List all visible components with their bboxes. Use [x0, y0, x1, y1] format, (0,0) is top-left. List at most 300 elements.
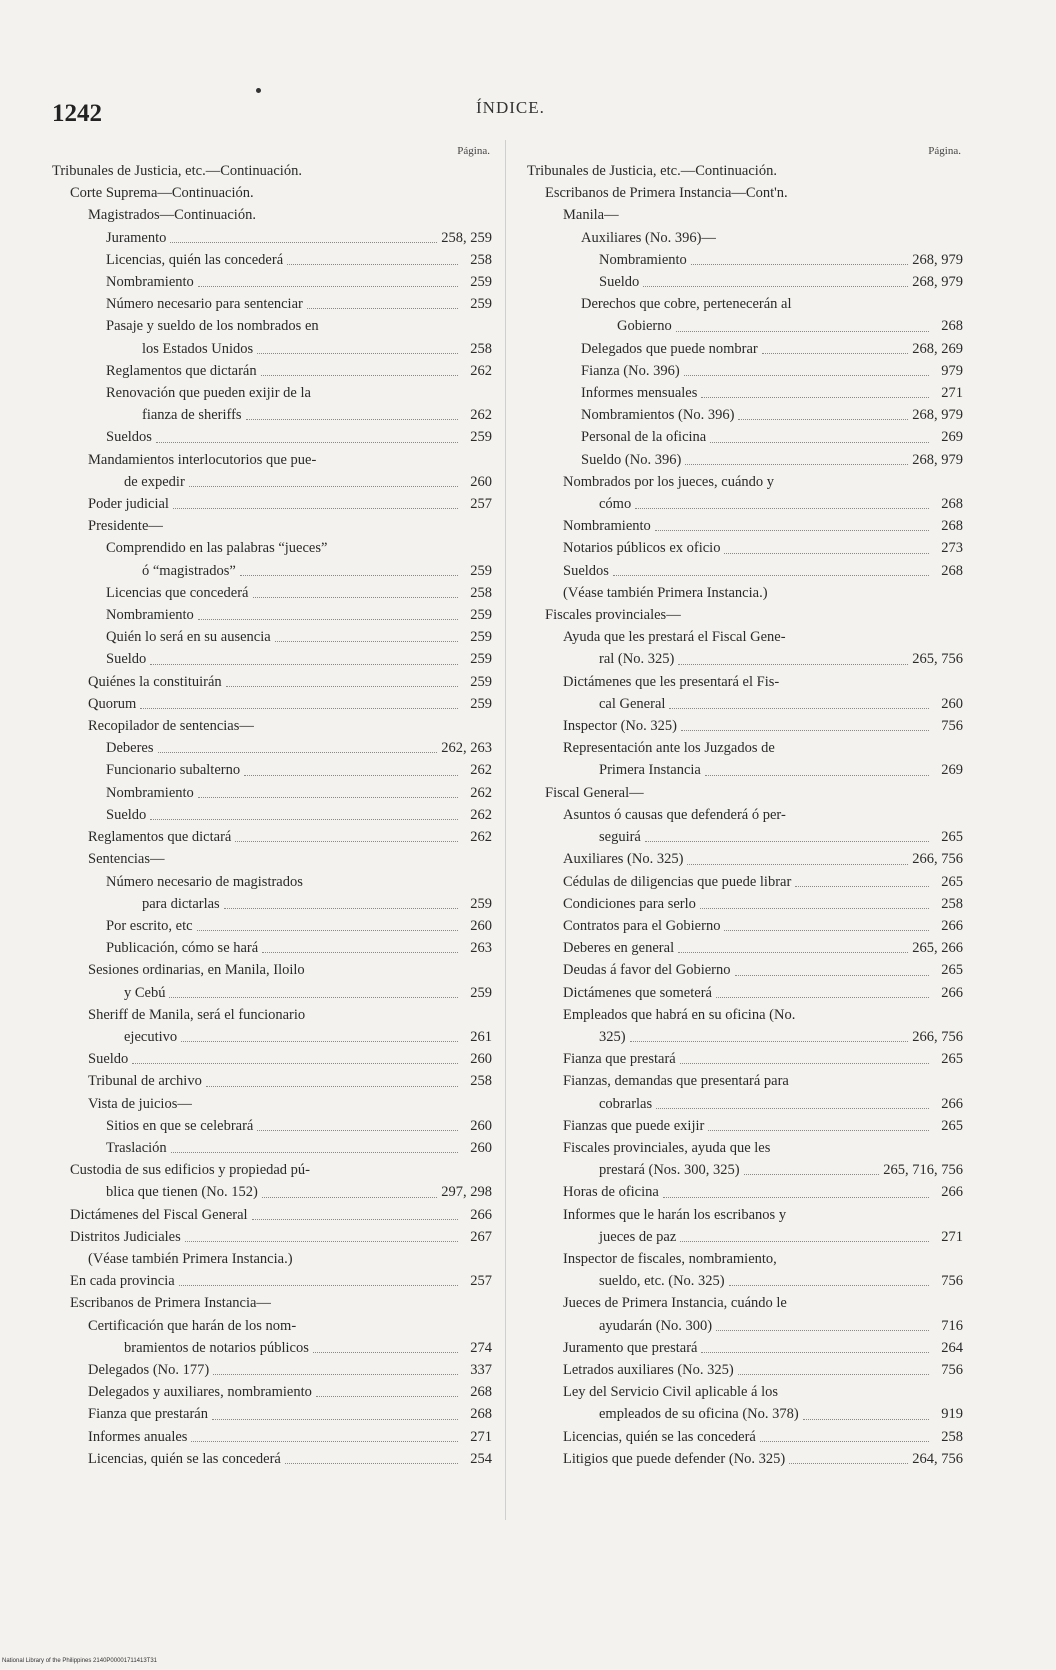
entry-text: Comprendido en las palabras “jueces”: [106, 540, 328, 557]
entry-text: Asuntos ó causas que defenderá ó per-: [563, 806, 786, 823]
leader-dots: [197, 930, 458, 931]
entry-text: Funcionario subalterno: [106, 762, 241, 779]
entry-text: Inspector (No. 325): [563, 718, 677, 735]
page-reference: 268, 269: [912, 340, 963, 357]
leader-dots: [724, 553, 929, 554]
leader-dots: [729, 1285, 929, 1286]
index-entry: [527, 160, 963, 182]
page-reference: 265: [941, 829, 963, 846]
index-entry: [52, 937, 492, 959]
entry-text: Derechos que cobre, pertenecerán al: [581, 296, 792, 313]
entry-text: Personal de la oficina: [581, 429, 707, 446]
entry-text: Presidente—: [88, 518, 163, 535]
leader-dots: [795, 886, 929, 887]
leader-dots: [246, 419, 458, 420]
entry-text: Licencias, quién se las concederá: [88, 1450, 281, 1467]
page-reference: 259: [470, 695, 492, 712]
entry-text: Condiciones para serlo: [563, 895, 696, 912]
leader-dots: [684, 375, 929, 376]
leader-dots: [181, 1041, 458, 1042]
leader-dots: [630, 1041, 909, 1042]
leader-dots: [789, 1463, 908, 1464]
leader-dots: [252, 1219, 458, 1220]
entry-text-continued: blica que tienen (No. 152): [106, 1184, 258, 1201]
index-entry: [527, 204, 963, 226]
leader-dots: [676, 331, 929, 332]
entry-text: Deudas á favor del Gobierno: [563, 962, 731, 979]
index-entry: [527, 1137, 963, 1181]
page-reference: 269: [941, 429, 963, 446]
index-entry: [52, 1159, 492, 1203]
leader-dots: [261, 375, 458, 376]
index-entry: [52, 1070, 492, 1092]
index-entry: [52, 1381, 492, 1403]
index-entry: [527, 715, 963, 737]
leader-dots: [643, 286, 908, 287]
entry-text: Dictámenes que someterá: [563, 984, 712, 1001]
entry-text: Sueldos: [106, 429, 152, 446]
entry-text: Auxiliares (No. 396)—: [581, 229, 716, 246]
page-reference: 262: [470, 784, 492, 801]
index-entry: [527, 1359, 963, 1381]
index-entry: [52, 160, 492, 182]
entry-text: Sitios en que se celebrará: [106, 1117, 254, 1134]
leader-dots: [680, 1063, 929, 1064]
page-reference: 274: [470, 1339, 492, 1356]
leader-dots: [262, 1197, 437, 1198]
index-entry: [527, 249, 963, 271]
entry-text: Juramento que prestará: [563, 1339, 698, 1356]
index-entry: [527, 426, 963, 448]
entry-text: Ayuda que les prestará el Fiscal Gene-: [563, 629, 786, 646]
page-reference: 260: [470, 473, 492, 490]
index-entry: [52, 1248, 492, 1270]
index-entry: [52, 959, 492, 1003]
page-reference: 263: [470, 940, 492, 957]
entry-text: Dictámenes que les presentará el Fis-: [563, 673, 780, 690]
leader-dots: [656, 1108, 929, 1109]
leader-dots: [762, 353, 908, 354]
entry-text: Escribanos de Primera Instancia—: [70, 1295, 271, 1312]
leader-dots: [669, 708, 929, 709]
entry-text: Licencias, quién las concederá: [106, 251, 284, 268]
entry-text: Notarios públicos ex oficio: [563, 540, 721, 557]
page-reference: 265, 266: [912, 940, 963, 957]
entry-text-continued: empleados de su oficina (No. 378): [599, 1406, 799, 1423]
page-reference: 257: [470, 496, 492, 513]
leader-dots: [613, 575, 929, 576]
page-reference: 268, 979: [912, 274, 963, 291]
entry-text: Sesiones ordinarias, en Manila, Iloilo: [88, 962, 305, 979]
ink-speck: [256, 88, 261, 93]
index-entry: [52, 804, 492, 826]
entry-text-continued: ó “magistrados”: [142, 562, 236, 579]
leader-dots: [663, 1197, 929, 1198]
page-reference: 265: [941, 962, 963, 979]
leader-dots: [680, 1241, 929, 1242]
index-entry: [527, 471, 963, 515]
entry-text: Número necesario para sentenciar: [106, 296, 303, 313]
entry-text: Delegados que puede nombrar: [581, 340, 758, 357]
entry-text: Fiscales provinciales—: [545, 607, 681, 624]
page-reference: 258, 259: [441, 229, 492, 246]
entry-text: Delegados y auxiliares, nombramiento: [88, 1384, 312, 1401]
entry-text-continued: ejecutivo: [124, 1028, 178, 1045]
page-reference: 259: [470, 274, 492, 291]
leader-dots: [132, 1063, 458, 1064]
entry-text: Pasaje y sueldo de los nombrados en: [106, 318, 319, 335]
leader-dots: [701, 1352, 929, 1353]
entry-text-continued: los Estados Unidos: [142, 340, 254, 357]
index-entry: [52, 360, 492, 382]
page-reference: 265: [941, 1117, 963, 1134]
leader-dots: [244, 775, 458, 776]
leader-dots: [701, 397, 929, 398]
entry-text: Informes anuales: [88, 1428, 188, 1445]
page-reference: 266, 756: [912, 1028, 963, 1045]
leader-dots: [655, 530, 929, 531]
page-reference: 919: [941, 1406, 963, 1423]
leader-dots: [185, 1241, 458, 1242]
leader-dots: [173, 508, 458, 509]
index-entry: [527, 871, 963, 893]
page-reference: 264: [941, 1339, 963, 1356]
index-entry: [52, 1137, 492, 1159]
leader-dots: [179, 1285, 458, 1286]
leader-dots: [738, 419, 908, 420]
page-reference: 756: [941, 1361, 963, 1378]
page-reference: 266: [941, 984, 963, 1001]
index-entry: [52, 382, 492, 426]
index-entry: [52, 249, 492, 271]
index-entry: [527, 360, 963, 382]
page-reference: 265, 716, 756: [883, 1162, 963, 1179]
leader-dots: [275, 641, 458, 642]
entry-text: Fiscales provinciales, ayuda que les: [563, 1139, 771, 1156]
index-entry: [527, 338, 963, 360]
leader-dots: [235, 841, 458, 842]
leader-dots: [803, 1419, 929, 1420]
page-reference: 258: [941, 895, 963, 912]
index-entry: [52, 871, 492, 915]
scan-credit: National Library of the Philippines 2140P00001711413T31: [2, 1658, 158, 1664]
index-entry: [527, 1292, 963, 1336]
leader-dots: [171, 1152, 458, 1153]
page-reference: 259: [470, 651, 492, 668]
page-reference: 262: [470, 829, 492, 846]
page-reference: 262: [470, 407, 492, 424]
page-reference: 260: [470, 917, 492, 934]
entry-text: Recopilador de sentencias—: [88, 718, 254, 735]
entry-text: Número necesario de magistrados: [106, 873, 303, 890]
index-entry: [527, 1426, 963, 1448]
page-reference: 262: [470, 806, 492, 823]
index-entry: [52, 848, 492, 870]
entry-text: Juramento: [106, 229, 167, 246]
index-entry: [527, 937, 963, 959]
entry-text: Auxiliares (No. 325): [563, 851, 684, 868]
page-reference: 259: [470, 429, 492, 446]
page-reference: 259: [470, 562, 492, 579]
leader-dots: [170, 242, 437, 243]
entry-text: Delegados (No. 177): [88, 1361, 210, 1378]
page-reference: 268: [941, 496, 963, 513]
index-entry: [52, 537, 492, 581]
entry-text: Tribunales de Justicia, etc.—Continuación.: [52, 163, 302, 179]
leader-dots: [262, 952, 458, 953]
index-entry: [52, 1204, 492, 1226]
entry-text: Por escrito, etc: [106, 917, 193, 934]
entry-text: Sueldo: [106, 651, 147, 668]
entry-text: Contratos para el Gobierno: [563, 917, 721, 934]
page-reference: 257: [470, 1273, 492, 1290]
page-reference: 266: [941, 1095, 963, 1112]
entry-text: Reglamentos que dictarán: [106, 362, 257, 379]
index-entry: [527, 1381, 963, 1425]
entry-text: Fianza que prestarán: [88, 1406, 208, 1423]
entry-text: Fianzas que puede exijir: [563, 1117, 705, 1134]
index-entry: [527, 1248, 963, 1292]
entry-text: Corte Suprema—Continuación.: [70, 185, 254, 202]
index-entry: [527, 804, 963, 848]
entry-text: Vista de juicios—: [88, 1095, 192, 1112]
entry-text: Magistrados—Continuación.: [88, 207, 256, 224]
leader-dots: [206, 1086, 458, 1087]
page-reference: 265, 756: [912, 651, 963, 668]
entry-text: Sueldo (No. 396): [581, 451, 682, 468]
entry-text: Quorum: [88, 695, 137, 712]
index-entry: [527, 382, 963, 404]
page-reference: 262, 263: [441, 740, 492, 757]
index-entry: [52, 182, 492, 204]
page-reference: 260: [470, 1051, 492, 1068]
entry-text: Fiscal General—: [545, 784, 644, 801]
index-entry: [52, 648, 492, 670]
index-entry: [52, 493, 492, 515]
index-entry: [527, 1070, 963, 1114]
leader-dots: [738, 1374, 929, 1375]
page-reference: 266, 756: [912, 851, 963, 868]
entry-text: Sueldo: [106, 806, 147, 823]
entry-text: Reglamentos que dictará: [88, 829, 232, 846]
leader-dots: [635, 508, 929, 509]
index-entry: [527, 449, 963, 471]
entry-text-continued: Gobierno: [617, 318, 672, 335]
index-entry: [52, 693, 492, 715]
leader-dots: [191, 1441, 458, 1442]
index-entry: [52, 1115, 492, 1137]
index-entry: [52, 204, 492, 226]
index-entry: [52, 1048, 492, 1070]
entry-text-continued: sueldo, etc. (No. 325): [599, 1273, 725, 1290]
page-reference: 259: [470, 607, 492, 624]
entry-text: Custodia de sus edificios y propiedad pú-: [70, 1162, 311, 1179]
leader-dots: [313, 1352, 458, 1353]
index-entry: [52, 1270, 492, 1292]
entry-text: Sheriff de Manila, será el funcionario: [88, 1006, 306, 1023]
index-entry: [527, 959, 963, 981]
index-entry: [527, 404, 963, 426]
leader-dots: [760, 1441, 929, 1442]
index-entry: [527, 1181, 963, 1203]
index-entry: [52, 227, 492, 249]
index-entry: [527, 1004, 963, 1048]
entry-text: Informes que le harán los escribanos y: [563, 1206, 787, 1223]
entry-text: Nombramiento: [563, 518, 651, 535]
index-entries-right: [527, 160, 963, 1470]
column-divider: [505, 140, 506, 1520]
entry-text: Certificación que harán de los nom-: [88, 1317, 297, 1334]
page-reference: 756: [941, 718, 963, 735]
page-reference: 337: [470, 1361, 492, 1378]
entry-text: Publicación, cómo se hará: [106, 940, 259, 957]
page-reference: 258: [470, 584, 492, 601]
leader-dots: [705, 775, 929, 776]
leader-dots: [724, 930, 929, 931]
index-entry: [52, 1426, 492, 1448]
leader-dots: [678, 664, 908, 665]
entry-text: Nombramiento: [106, 607, 194, 624]
leader-dots: [240, 575, 458, 576]
entry-text-continued: jueces de paz: [599, 1228, 677, 1245]
leader-dots: [150, 819, 458, 820]
index-entry: [52, 671, 492, 693]
leader-dots: [253, 597, 459, 598]
index-entry: [52, 604, 492, 626]
leader-dots: [716, 997, 929, 998]
leader-dots: [257, 1130, 458, 1131]
running-head: ÍNDICE.: [476, 98, 545, 117]
entry-text: Sueldo: [88, 1051, 129, 1068]
page-reference: 265: [941, 1051, 963, 1068]
entry-text: Mandamientos interlocutorios que pue-: [88, 451, 317, 468]
leader-dots: [212, 1419, 458, 1420]
page-reference: 264, 756: [912, 1450, 963, 1467]
page-reference: 269: [941, 762, 963, 779]
entry-text: Fianza que prestará: [563, 1051, 676, 1068]
page-reference: 259: [470, 673, 492, 690]
entry-text: (Véase también Primera Instancia.): [563, 584, 768, 601]
entry-text: Nombramiento: [106, 784, 194, 801]
leader-dots: [645, 841, 929, 842]
page-reference: 268, 979: [912, 407, 963, 424]
leader-dots: [140, 708, 458, 709]
index-entry: [527, 782, 963, 804]
index-entry: [527, 737, 963, 781]
entry-text: Poder judicial: [88, 496, 169, 513]
entry-text: Manila—: [563, 207, 619, 224]
leader-dots: [307, 308, 458, 309]
leader-dots: [226, 686, 458, 687]
index-entry: [527, 626, 963, 670]
index-entry: [52, 626, 492, 648]
leader-dots: [257, 353, 458, 354]
page-reference: 262: [470, 362, 492, 379]
entry-text: Cédulas de diligencias que puede librar: [563, 873, 792, 890]
index-entry: [52, 1359, 492, 1381]
index-entry: [527, 515, 963, 537]
leader-dots: [213, 1374, 458, 1375]
entry-text-continued: Primera Instancia: [599, 762, 701, 779]
entry-text-continued: prestará (Nos. 300, 325): [599, 1162, 740, 1179]
page-reference: 268: [941, 318, 963, 335]
index-entry: [52, 826, 492, 848]
index-entry: [52, 449, 492, 493]
page-reference: 258: [470, 251, 492, 268]
entry-text-continued: cómo: [599, 496, 632, 513]
index-column-right: [527, 145, 963, 1470]
entry-text-continued: cal General: [599, 695, 666, 712]
index-entry: [52, 426, 492, 448]
leader-dots: [708, 1130, 929, 1131]
entry-text-continued: cobrarlas: [599, 1095, 653, 1112]
entry-text: Fianza (No. 396): [581, 362, 680, 379]
page-column-label: Página.: [928, 145, 961, 157]
page-reference: 268: [470, 1406, 492, 1423]
page-reference: 271: [941, 1228, 963, 1245]
index-entry: [527, 915, 963, 937]
entry-text-continued: bramientos de notarios públicos: [124, 1339, 309, 1356]
index-entry: [52, 271, 492, 293]
page-reference: 261: [470, 1028, 492, 1045]
entry-text: Letrados auxiliares (No. 325): [563, 1361, 734, 1378]
page-reference: 271: [470, 1428, 492, 1445]
index-entry: [52, 915, 492, 937]
entry-text: Nombramiento: [599, 251, 687, 268]
page-reference: 258: [470, 1073, 492, 1090]
page-reference: 262: [470, 762, 492, 779]
entry-text: Nombramiento: [106, 274, 194, 291]
index-entry: [52, 1292, 492, 1314]
entry-text: Ley del Servicio Civil aplicable á los: [563, 1384, 779, 1401]
entry-text: Inspector de fiscales, nombramiento,: [563, 1250, 777, 1267]
page-reference: 268, 979: [912, 451, 963, 468]
entry-text: Renovación que pueden exijir de la: [106, 385, 311, 402]
index-entry: [527, 671, 963, 715]
page-reference: 271: [941, 385, 963, 402]
entry-text-continued: de expedir: [124, 473, 185, 490]
index-entry: [52, 1403, 492, 1425]
leader-dots: [716, 1330, 929, 1331]
page-reference: 273: [941, 540, 963, 557]
index-entry: [527, 560, 963, 582]
page-reference: 258: [470, 340, 492, 357]
page-reference: 258: [941, 1428, 963, 1445]
leader-dots: [691, 264, 908, 265]
entry-text: Empleados que habrá en su oficina (No.: [563, 1006, 796, 1023]
entry-text: Sueldos: [563, 562, 609, 579]
index-entry: [52, 582, 492, 604]
page-reference: 266: [470, 1206, 492, 1223]
page-reference: 297, 298: [441, 1184, 492, 1201]
entry-text: Nombramientos (No. 396): [581, 407, 735, 424]
entry-text: Tribunal de archivo: [88, 1073, 202, 1090]
index-entry: [527, 1204, 963, 1248]
page-reference: 266: [941, 1184, 963, 1201]
entry-text: Sueldo: [599, 274, 640, 291]
leader-dots: [198, 286, 458, 287]
leader-dots: [150, 664, 458, 665]
entry-text-continued: fianza de sheriffs: [142, 407, 242, 424]
leader-dots: [156, 442, 458, 443]
entry-text: Representación ante los Juzgados de: [563, 740, 775, 757]
index-entry: [52, 293, 492, 315]
index-entry: [527, 1448, 963, 1470]
index-entry: [527, 271, 963, 293]
leader-dots: [735, 975, 930, 976]
page-reference: 716: [941, 1317, 963, 1334]
index-column-left: [52, 145, 492, 1470]
